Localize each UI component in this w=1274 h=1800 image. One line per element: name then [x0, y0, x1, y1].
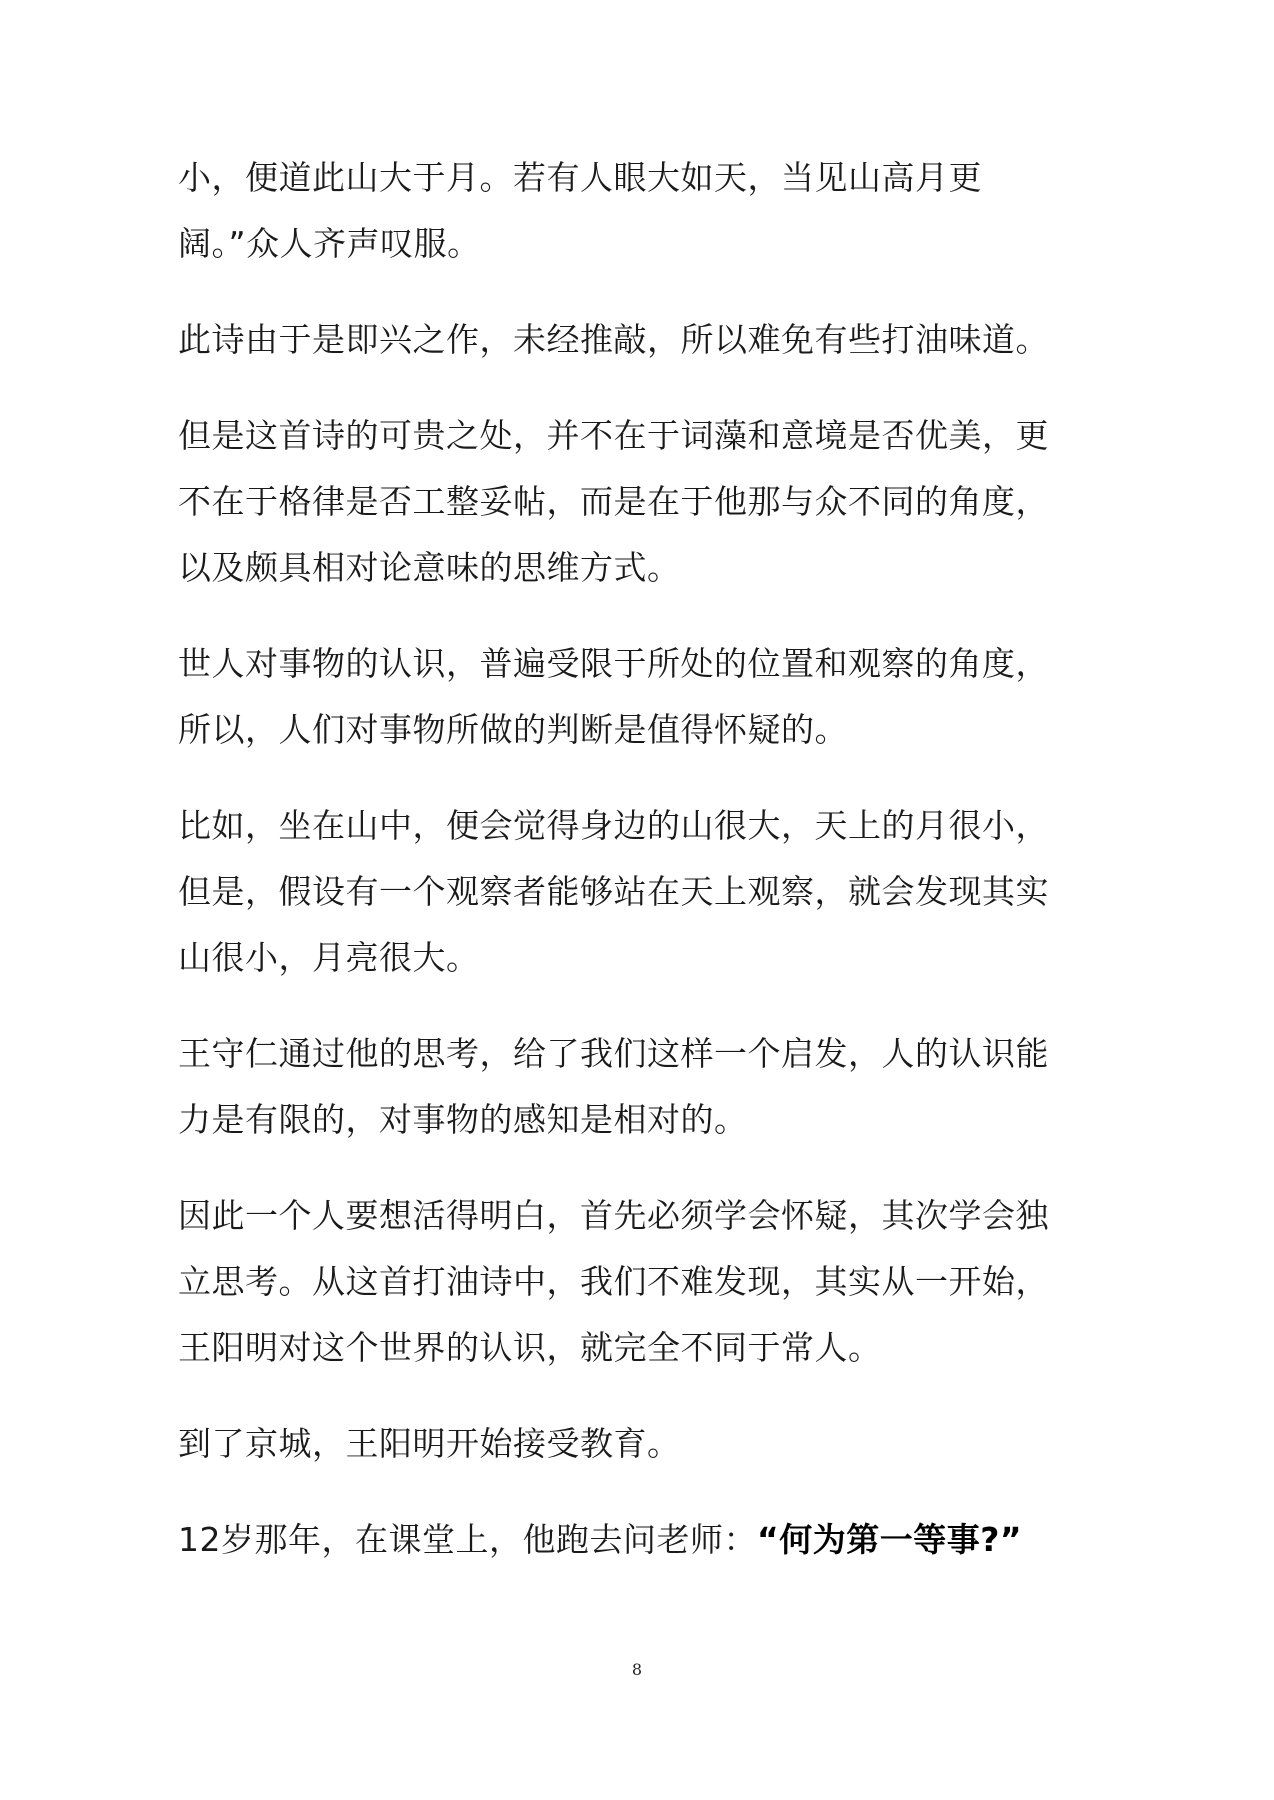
paragraph: 到了京城，王阳明开始接受教育。 [178, 1424, 681, 1463]
paragraph: 因此一个人要想活得明白，首先必须学会怀疑，其次学会独立思考。从这首打油诗中，我们不难发现，其实从一开始，王阳明对这个世界的认识，就完全不同于常人。 [178, 1196, 1049, 1367]
paragraph: 世人对事物的认识，普遍受限于所处的位置和观察的角度，所以，人们对事物所做的判断是值得怀疑的。 [178, 644, 1049, 749]
bold-quote: “何为第一等事?” [757, 1520, 1023, 1559]
paragraph: 小，便道此山大于月。若有人眼大如天，当见山高月更阔。”众人齐声叹服。 [178, 158, 982, 263]
paragraph-last-text: 12岁那年，在课堂上，他跑去问老师： [178, 1520, 757, 1559]
paragraph: 比如，坐在山中，便会觉得身边的山很大，天上的月很小，但是，假设有一个观察者能够站在天上观察，就会发现其实山很小，月亮很大。 [178, 806, 1049, 977]
paragraph: 但是这首诗的可贵之处，并不在于词藻和意境是否优美，更不在于格律是否工整妥帖，而是在于他那与众不同的角度，以及颇具相对论意味的思维方式。 [178, 416, 1049, 587]
page-number: 8 [631, 1660, 643, 1679]
paragraph-last [178, 1507, 1078, 1573]
paragraph: 此诗由于是即兴之作，未经推敲，所以难免有些打油味道。 [178, 320, 1049, 359]
paragraph: 王守仁通过他的思考，给了我们这样一个启发，人的认识能力是有限的，对事物的感知是相对的。 [178, 1034, 1049, 1139]
document-body [178, 145, 1078, 1603]
